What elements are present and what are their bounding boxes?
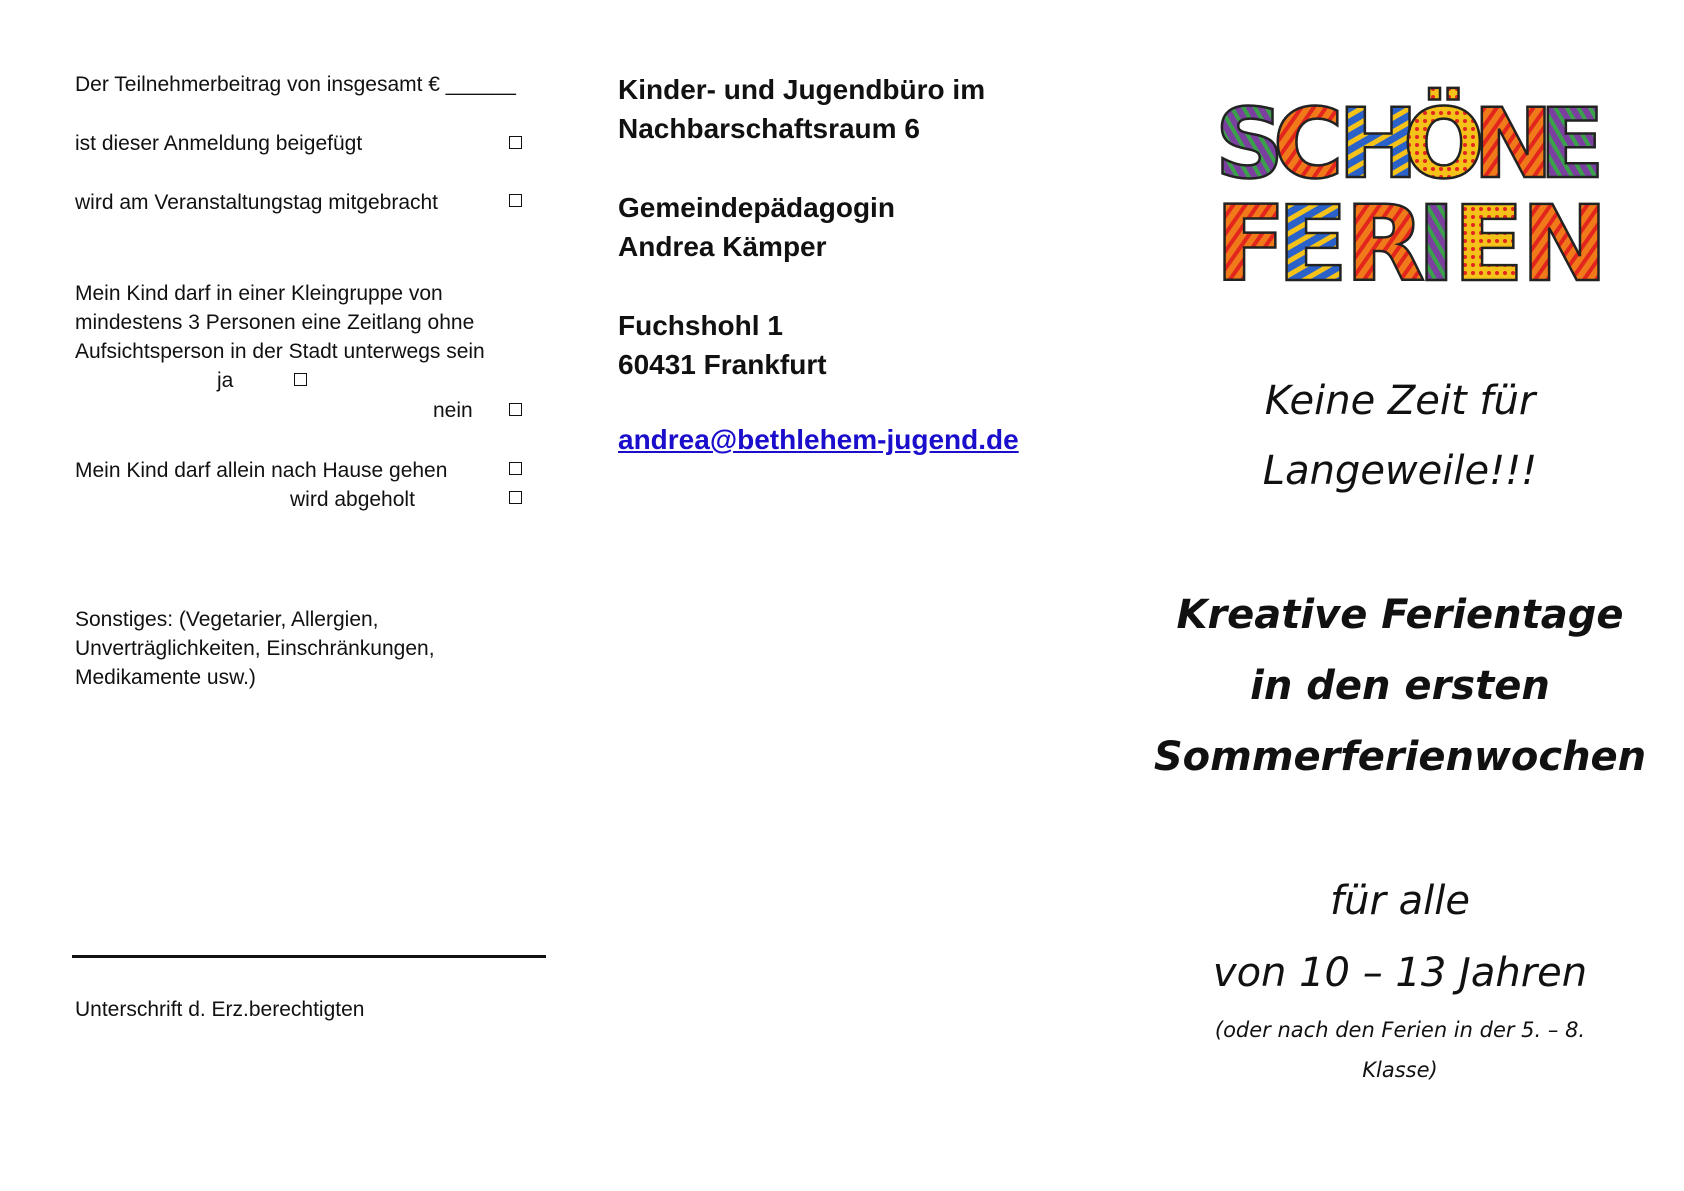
misc-line-2: Unverträglichkeiten, Einschränkungen,	[75, 637, 435, 660]
svg-text:E: E	[1453, 183, 1525, 290]
no-label: nein	[433, 399, 473, 422]
audience-line-1: für alle	[1330, 878, 1470, 924]
svg-text:F: F	[1215, 183, 1287, 290]
office-line-1: Kinder- und Jugendbüro im	[618, 74, 986, 105]
logo-art	[1205, 85, 1605, 290]
yes-label: ja	[217, 369, 234, 392]
picked-up-label: wird abgeholt	[290, 488, 415, 511]
contact-email-link[interactable]: andrea@bethlehem-jugend.de	[618, 424, 1019, 455]
group-permission-line-2: mindestens 3 Personen eine Zeitlang ohne	[75, 311, 475, 334]
contact-street: Fuchshohl 1	[618, 310, 783, 341]
svg-text:R: R	[1345, 183, 1426, 290]
fee-option-attached-label: ist dieser Anmeldung beigefügt	[75, 132, 363, 155]
svg-text:N: N	[1521, 183, 1605, 290]
svg-text:H: H	[1338, 88, 1419, 200]
fee-brought-checkbox[interactable]	[509, 194, 522, 207]
contact-city: 60431 Frankfurt	[618, 349, 827, 380]
svg-text:E: E	[1277, 183, 1349, 290]
fee-attached-checkbox[interactable]	[509, 136, 522, 149]
slogan-line-1: Keine Zeit für	[1264, 378, 1536, 424]
misc-line-1: Sonstiges: (Vegetarier, Allergien,	[75, 608, 379, 631]
slogan-line-2: Langeweile!!!	[1262, 448, 1538, 494]
audience-line-2: von 10 – 13 Jahren	[1212, 950, 1588, 996]
group-no-checkbox[interactable]	[509, 403, 522, 416]
fee-line: Der Teilnehmerbeitrag von insgesamt € ______	[75, 73, 516, 96]
signature-line[interactable]	[72, 955, 546, 958]
contact-name: Andrea Kämper	[618, 231, 827, 262]
svg-text:C: C	[1273, 88, 1344, 200]
svg-text:Ö: Ö	[1403, 88, 1485, 200]
audience-note-line-1: (oder nach den Ferien in der 5. – 8.	[1214, 1018, 1586, 1042]
svg-text:S: S	[1215, 88, 1285, 200]
group-permission-line-1: Mein Kind darf in einer Kleingruppe von	[75, 282, 443, 305]
headline-line-1: Kreative Ferientage	[1176, 592, 1624, 638]
headline-line-3: Sommerferienwochen	[1153, 734, 1647, 780]
svg-text:I: I	[1417, 183, 1456, 290]
picked-up-checkbox[interactable]	[509, 491, 522, 504]
fee-option-brought-label: wird am Veranstaltungstag mitgebracht	[75, 191, 439, 214]
office-line-2: Nachbarschaftsraum 6	[618, 113, 920, 144]
group-yes-checkbox[interactable]	[294, 373, 307, 386]
misc-line-3: Medikamente usw.)	[75, 666, 256, 689]
headline-line-2: in den ersten	[1250, 663, 1550, 709]
group-permission-line-3: Aufsichtsperson in der Stadt unterwegs sein	[75, 340, 485, 363]
signature-label: Unterschrift d. Erz.berechtigten	[75, 998, 365, 1021]
contact-role: Gemeindepädagogin	[618, 192, 895, 223]
audience-note-line-2: Klasse)	[1362, 1058, 1438, 1082]
logo-word-2	[1215, 183, 1605, 290]
svg-text:E: E	[1539, 88, 1605, 200]
schoene-ferien-logo	[1205, 85, 1605, 290]
svg-text:N: N	[1473, 88, 1554, 200]
home-alone-checkbox[interactable]	[509, 462, 522, 475]
home-alone-label: Mein Kind darf allein nach Hause gehen	[75, 459, 448, 482]
